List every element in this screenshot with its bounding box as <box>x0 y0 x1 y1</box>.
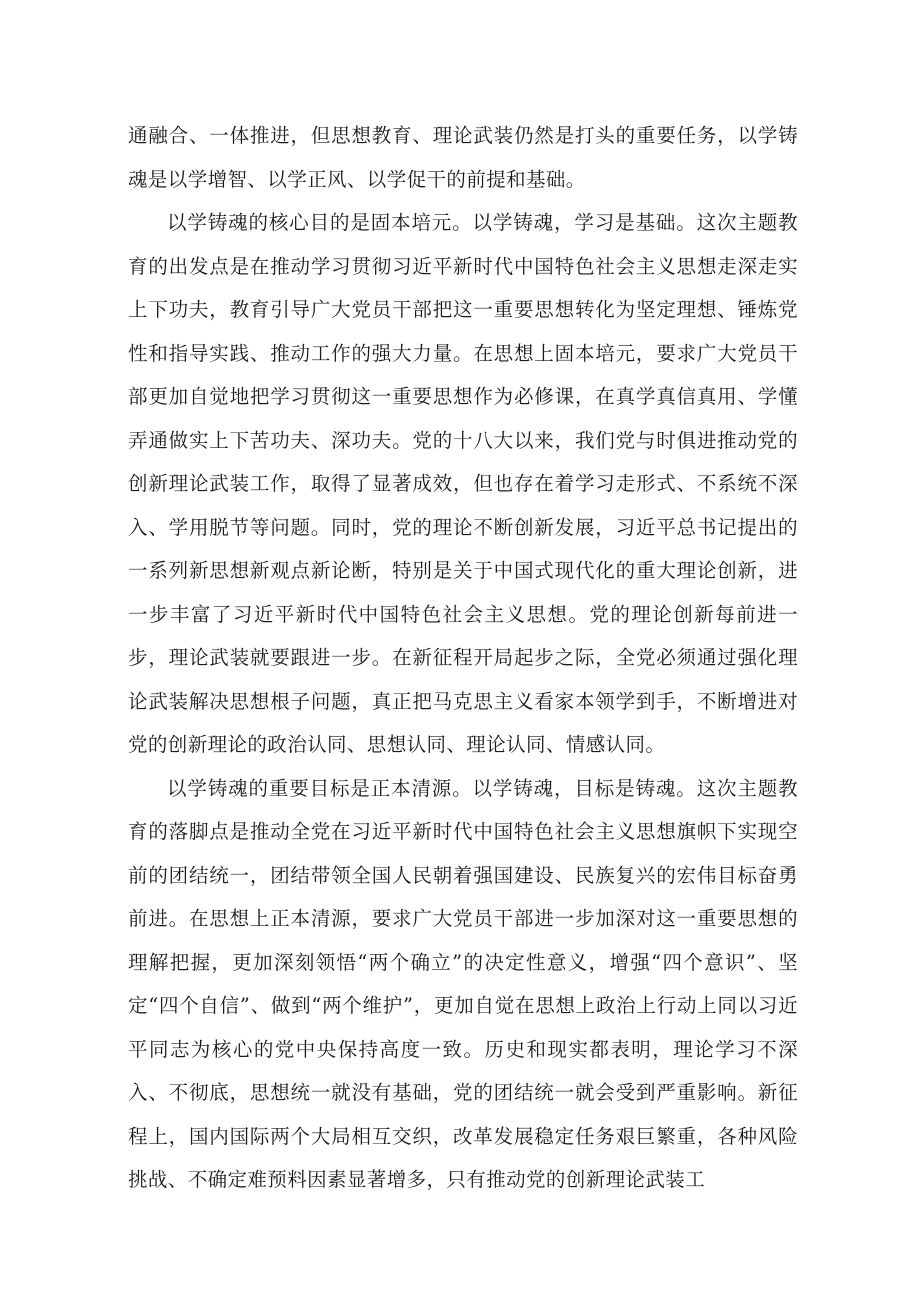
paragraph-continuation: 通融合、一体推进，但思想教育、理论武装仍然是打头的重要任务，以学铸魂是以学增智、以学正风、以学促干的前提和基础。 <box>128 124 798 191</box>
article-body <box>128 114 798 1202</box>
paragraph-important-goal: 以学铸魂的重要目标是正本清源。以学铸魂，目标是铸魂。这次主题教育的落脚点是推动全党在习近平新时代中国特色社会主义思想旗帜下实现空前的团结统一，团结带领全国人民朝着强国建设、民族复兴的宏伟目标奋勇前进。在思想上正本清源，要求广大党员干部进一步加深对这一重要思想的理解把握，更加深刻领悟“两个确立”的决定性意义，增强“四个意识”、坚定“四个自信”、做到“两个维护”，更加自觉在思想上政治上行动上同以习近平同志为核心的党中央保持高度一致。历史和现实都表明，理论学习不深入、不彻底，思想统一就没有基础，党的团结统一就会受到严重影响。新征程上，国内国际两个大局相互交织，改革发展稳定任务艰巨繁重，各种风险挑战、不确定难预料因素显著增多，只有推动党的创新理论武装工 <box>128 776 798 1191</box>
paragraph-core-purpose: 以学铸魂的核心目的是固本培元。以学铸魂，学习是基础。这次主题教育的出发点是在推动学习贯彻习近平新时代中国特色社会主义思想走深走实上下功夫，教育引导广大党员干部把这一重要思想转化为坚定理想、锤炼党性和指导实践、推动工作的强大力量。在思想上固本培元，要求广大党员干部更加自觉地把学习贯彻这一重要思想作为必修课，在真学真信真用、学懂弄通做实上下苦功夫、深功夫。党的十八大以来，我们党与时俱进推动党的创新理论武装工作，取得了显著成效，但也存在着学习走形式、不系统不深入、学用脱节等问题。同时，党的理论不断创新发展，习近平总书记提出的一系列新思想新观点新论断，特别是关于中国式现代化的重大理论创新，进一步丰富了习近平新时代中国特色社会主义思想。党的理论创新每前进一步，理论武装就要跟进一步。在新征程开局起步之际，全党必须通过强化理论武装解决思想根子问题，真正把马克思主义看家本领学到手，不断增进对党的创新理论的政治认同、思想认同、理论认同、情感认同。 <box>128 211 798 756</box>
